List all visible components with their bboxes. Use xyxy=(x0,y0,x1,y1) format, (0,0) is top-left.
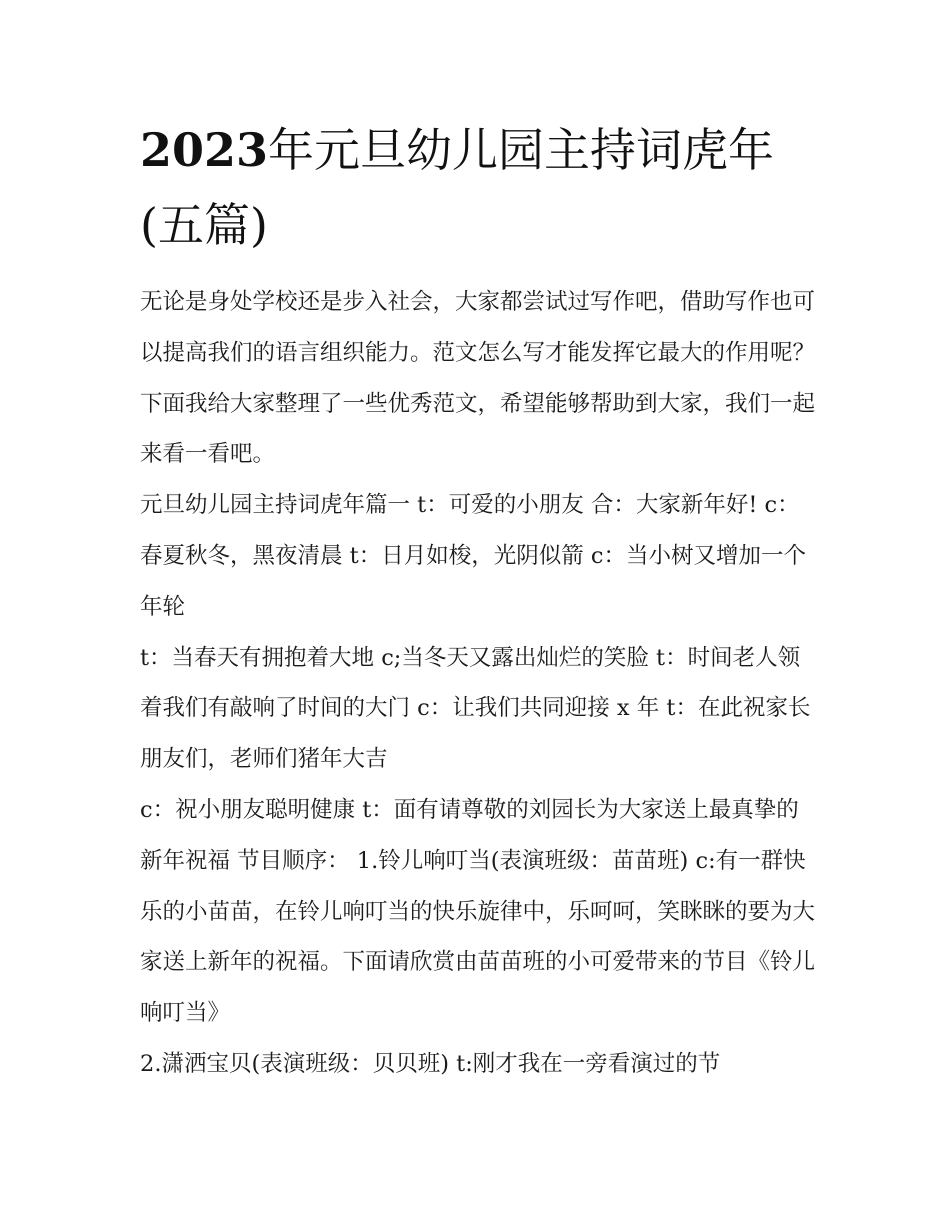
title-year: 2023 xyxy=(140,123,269,177)
paragraph-3: c：祝小朋友聪明健康 t：面有请尊敬的刘园长为大家送上最真挚的新年祝福 节目顺序： 1.铃儿响叮当(表演班级：苗苗班) c:有一群快乐的小苗苗，在铃儿响叮当的快乐旋律中，乐呵呵，笑眯眯的要为大家送上新年的祝福。下面请欣赏由苗苗班的小可爱带来的节目《铃儿响叮当》 xyxy=(140,796,816,1027)
paragraph-2: t：当春天有拥抱着大地 c;当冬天又露出灿烂的笑脸 t：时间老人领着我们有敲响了时间的大门 c：让我们共同迎接 x 年 t：在此祝家长朋友们，老师们猪年大吉 xyxy=(140,644,811,773)
paragraph-1: 元旦幼儿园主持词虎年篇一 t：可爱的小朋友 合：大家新年好! c：春夏秋冬，黑夜清晨 t：日月如梭，光阴似箭 c：当小树又增加一个年轮 xyxy=(140,492,806,620)
document-body xyxy=(140,277,820,1090)
document-title xyxy=(140,113,820,263)
intro-paragraph: 无论是身处学校还是步入社会，大家都尝试过写作吧，借助写作也可以提高我们的语言组织能力。范文怎么写才能发挥它最大的作用呢？下面我给大家整理了一些优秀范文，希望能够帮助到大家，我们一起来看一看吧。 xyxy=(140,289,816,468)
title-text: 年元旦幼儿园主持词虎年(五篇) xyxy=(140,123,775,252)
paragraph-4: 2.潇洒宝贝(表演班级：贝贝班) t:刚才我在一旁看演过的节 xyxy=(140,1050,721,1077)
